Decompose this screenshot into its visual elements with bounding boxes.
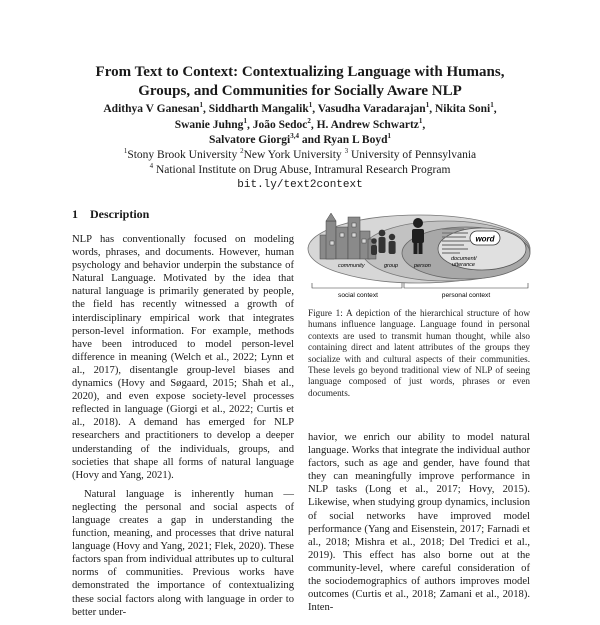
document-lines-icon (442, 229, 470, 253)
label-group: group (384, 263, 399, 269)
author-affiliation-mark: 1 (490, 101, 494, 109)
section-title: Description (90, 207, 150, 221)
author-separator: , (493, 103, 497, 115)
affiliation-mark: 4 (149, 162, 154, 170)
affiliations (40, 148, 560, 193)
affiliations-line-1 (40, 148, 560, 163)
label-word: word (475, 234, 495, 244)
authors-line-1 (40, 102, 560, 118)
affiliation-mark: 3 (344, 147, 349, 155)
paragraph: NLP has conventionally focused on modeling words, phrases, and documents. However, human psychology and behavior underpin the substance of Natural Language. Motivated by the idea that natural language is primarily generated by people, the field has recently witnessed a growth of interdisciplinary empirical work that integrates person-level information. For example, methods have been introduced to model person-level difference in meaning (Welch et al., 2022; Lynn et al., 2017), disentangle group-level biases and dynamics (Hovy and Søgaard, 2015; Shah et al., 2020), and even expose society-level processes reflected in language (Giorgi et al., 2022; Curtis et al., 2018). A demand has emerged for NLP researchers and practitioners to develop a deeper understanding of the individuals, groups, and societies that shape all forms of natural language (Hovy and Yang, 2021). (72, 234, 294, 481)
author-separator: , (310, 118, 317, 131)
author-affiliation-mark: 1 (199, 101, 203, 109)
paragraph: Natural language is inherently human — neglecting the personal and social aspects of language creates a gap in understanding the function, meaning, and processes that drive natural language (Hovy and Yang, 2021; Flek, 2020). These factors span from individual attributes up to cultural norms of communities. Previous works have demonstrated the importance of contextualizing these social factors along with language in order to better under- (72, 488, 294, 618)
right-column (308, 431, 530, 620)
author-affiliation-mark: 1 (418, 116, 423, 125)
author-affiliation-mark: 1 (243, 116, 247, 125)
author-separator: , (422, 118, 426, 131)
label-personal-context: personal context (441, 292, 491, 299)
figure-caption: Figure 1: A depiction of the hierarchical structure of how humans influence language. Language found in personal contexts are used to transmit human thought, while also containing direct and latent attributes of the groups they socialize with and cultural aspects of their communities. These levels go beyond traditional view of NLP of seeing language composed of just words, phrases or even documents. (308, 308, 530, 398)
author-affiliation-mark: 1 (387, 132, 391, 140)
authors-line-3 (40, 133, 560, 149)
left-column (72, 233, 294, 625)
label-person: person (414, 263, 431, 269)
author-name: Nikita Soni (434, 103, 491, 115)
label-social-context: social context (338, 292, 378, 299)
author-affiliation-mark: 1 (308, 101, 313, 109)
section-heading (72, 207, 149, 222)
project-link[interactable]: bit.ly/text2context (237, 179, 363, 191)
figure-1 (306, 197, 532, 303)
author-name: João Sedoc (252, 118, 308, 131)
authors-line-2 (40, 118, 560, 134)
author-name: Swanie Juhng (174, 118, 244, 131)
author-affiliation-mark: 3,4 (290, 132, 300, 140)
author-separator: , (312, 103, 318, 115)
author-name: H. Andrew Schwartz (316, 118, 419, 131)
title-line-2: Groups, and Communities for Socially Aware NLP (138, 83, 462, 99)
author-affiliation-mark: 2 (307, 116, 311, 125)
author-name: Adithya V Ganesan (103, 103, 200, 115)
label-community: community (338, 263, 365, 269)
affiliation-text: University of Pennsylvania (348, 149, 477, 161)
title-line-1: From Text to Context: Contextualizing Language with Humans, (95, 64, 505, 80)
paper-title (40, 63, 560, 101)
paragraph: havior, we enrich our ability to model natural language. Works that integrate the individual author factors, such as age and gender, have found that they can meaningfully improve performance in NLP tasks (Long et al., 2017; Hovy, 2015). Likewise, when studying group dynamics, inclusion of social networks have improved model performance (Yang and Eisenstein, 2017; Farnadi et al., 2018; Mishra et al., 2018; Del Tredici et al., 2019). This effect has also borne out at the community-level, where careful consideration of the sociodemographics of authors improves model outcomes (Curtis et al., 2018; Zamani et al., 2018). Inten- (308, 432, 530, 614)
author-name: Ryan L Boyd (323, 134, 388, 146)
author-separator: , (429, 103, 435, 115)
personal-context-bracket (404, 283, 528, 288)
affiliation-text: National Institute on Drug Abuse, Intramural Research Program (153, 164, 451, 176)
author-affiliation-mark: 1 (425, 101, 430, 109)
affiliation-text: Stony Brook University (127, 149, 241, 161)
section-number: 1 (72, 207, 78, 221)
label-document: document/ (451, 256, 477, 262)
social-context-bracket (312, 283, 402, 288)
affiliation-text: New York University (243, 149, 345, 161)
author-separator: , (202, 103, 209, 115)
affiliation-mark: 2 (240, 147, 244, 155)
author-separator: and (299, 134, 324, 146)
author-list (40, 102, 560, 149)
affiliations-line-2 (40, 163, 560, 178)
hierarchy-diagram (306, 197, 532, 303)
author-name: Siddharth Mangalik (208, 103, 309, 115)
author-name: Salvatore Giorgi (209, 134, 291, 146)
author-name: Vasudha Varadarajan (317, 103, 426, 115)
author-separator: , (246, 118, 253, 131)
affiliation-mark: 1 (123, 147, 128, 155)
label-utterance: utterance (452, 262, 475, 268)
